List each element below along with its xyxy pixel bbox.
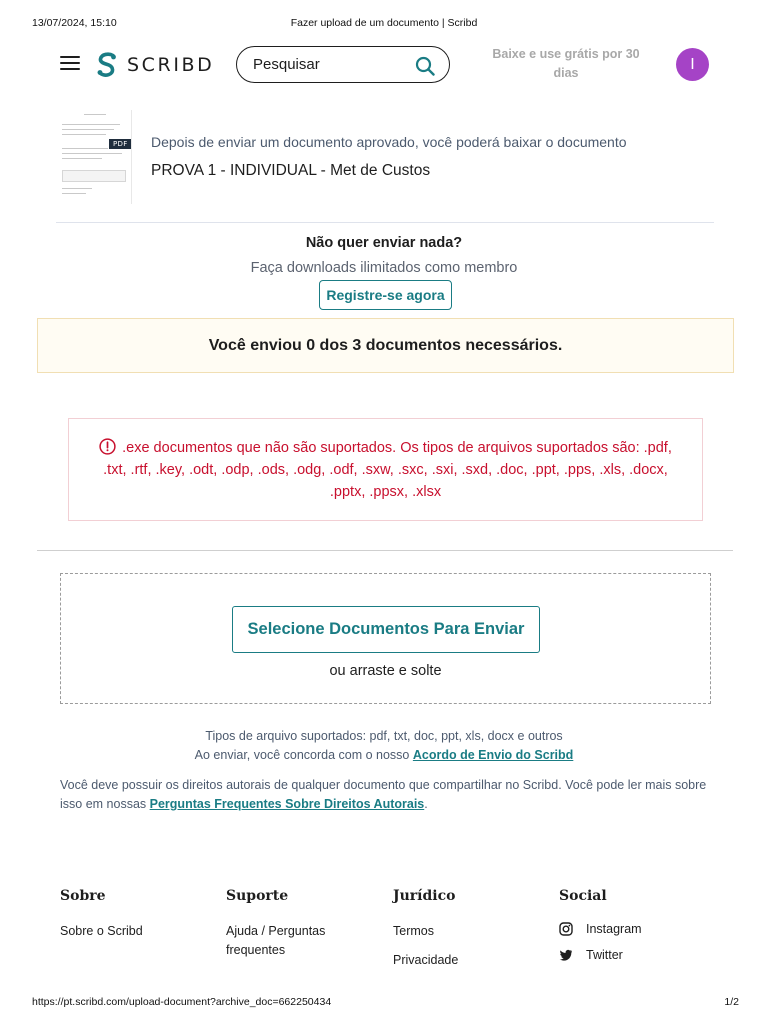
print-page-number: 1/2 xyxy=(724,996,739,1008)
print-page-title: Fazer upload de um documento | Scribd xyxy=(290,17,478,29)
footer-link-twitter[interactable] xyxy=(559,948,709,962)
uploaded-document-row xyxy=(56,110,716,205)
copyright-faq-link[interactable]: Perguntas Frequentes Sobre Direitos Autorais xyxy=(149,797,425,811)
search-bar[interactable] xyxy=(236,46,450,83)
upload-progress-notice xyxy=(37,318,734,373)
search-icon[interactable] xyxy=(415,56,435,76)
file-dropzone[interactable] xyxy=(60,573,711,704)
progress-text: Você enviou 0 dos 3 documentos necessários. xyxy=(208,336,563,354)
footer-link-about-scribd[interactable]: Sobre o Scribd xyxy=(60,924,143,938)
upload-agreement-line xyxy=(0,746,768,765)
free-trial-link[interactable]: Baixe e use grátis por 30 dias xyxy=(492,47,640,80)
download-note: Depois de enviar um documento aprovado, você poderá baixar o documento xyxy=(151,134,627,150)
pdf-badge: PDF xyxy=(109,139,132,149)
upload-agreement-link[interactable]: Acordo de Envio do Scribd xyxy=(412,748,574,762)
copyright-suffix: . xyxy=(424,797,428,811)
error-text: .exe documentos que não são suportados. Os tipos de arquivos suportados são: .pdf, .txt, .rtf, .key, .odt, .odp, .ods, .odg, .odf, .sxw, .sxc, .sxi, .sxd, .doc, .ppt, .pps, .xls, .docx, .pptx, .ppsx, .xlsx xyxy=(103,440,672,500)
scribd-logo[interactable] xyxy=(96,51,214,79)
drag-drop-text: ou arraste e solte xyxy=(329,663,442,679)
footer-column-legal xyxy=(393,888,543,980)
supported-types-text: Tipos de arquivo suportados: pdf, txt, doc, ppt, xls, docx e outros xyxy=(205,729,563,743)
footer-link-privacy[interactable]: Privacidade xyxy=(393,953,459,967)
print-date: 13/07/2024, 15:10 xyxy=(32,17,117,29)
footer-column-social xyxy=(559,888,709,974)
divider xyxy=(37,550,733,551)
footer-heading-social: Social xyxy=(559,888,607,904)
membership-promo xyxy=(0,235,768,276)
agreement-prefix: Ao enviar, você concorda com o nosso xyxy=(194,748,410,762)
print-url: https://pt.scribd.com/upload-document?archive_doc=662250434 xyxy=(32,996,332,1008)
search-input[interactable] xyxy=(253,56,403,73)
instagram-icon xyxy=(559,922,573,936)
alert-circle-icon xyxy=(99,438,116,455)
divider xyxy=(56,222,714,223)
hamburger-menu-icon[interactable] xyxy=(60,56,80,72)
footer-heading-about: Sobre xyxy=(60,888,106,904)
document-thumbnail[interactable] xyxy=(56,110,132,204)
top-navigation xyxy=(0,44,768,86)
user-avatar[interactable]: I xyxy=(676,48,709,81)
print-header xyxy=(0,17,768,31)
twitter-label: Twitter xyxy=(586,948,623,962)
supported-types-info xyxy=(0,727,768,765)
footer-column-about xyxy=(60,888,210,951)
footer-link-help-faq[interactable]: Ajuda / Perguntas frequentes xyxy=(226,924,326,957)
instagram-label: Instagram xyxy=(586,922,642,936)
footer-link-terms[interactable]: Termos xyxy=(393,924,434,938)
twitter-icon xyxy=(559,948,573,962)
document-title[interactable]: PROVA 1 - INDIVIDUAL - Met de Custos xyxy=(151,162,431,179)
scribd-logo-icon xyxy=(96,52,118,78)
footer-heading-support: Suporte xyxy=(226,888,289,904)
copyright-notice xyxy=(60,776,720,814)
error-message-box xyxy=(68,418,703,521)
footer-heading-legal: Jurídico xyxy=(393,888,456,904)
print-footer xyxy=(0,996,768,1010)
promo-heading: Não quer enviar nada? xyxy=(305,235,463,251)
promo-subtitle: Faça downloads ilimitados como membro xyxy=(250,260,518,276)
footer-column-support xyxy=(226,888,346,970)
select-documents-button[interactable]: Selecione Documentos Para Enviar xyxy=(232,606,540,653)
brand-name: SCRIBD xyxy=(127,54,215,76)
copyright-text: Você deve possuir os direitos autorais de qualquer documento que compartilhar no Scribd. Você pode ler mais sobre isso em nossas xyxy=(60,778,707,811)
footer-link-instagram[interactable] xyxy=(559,922,709,936)
register-button[interactable]: Registre-se agora xyxy=(319,280,452,310)
